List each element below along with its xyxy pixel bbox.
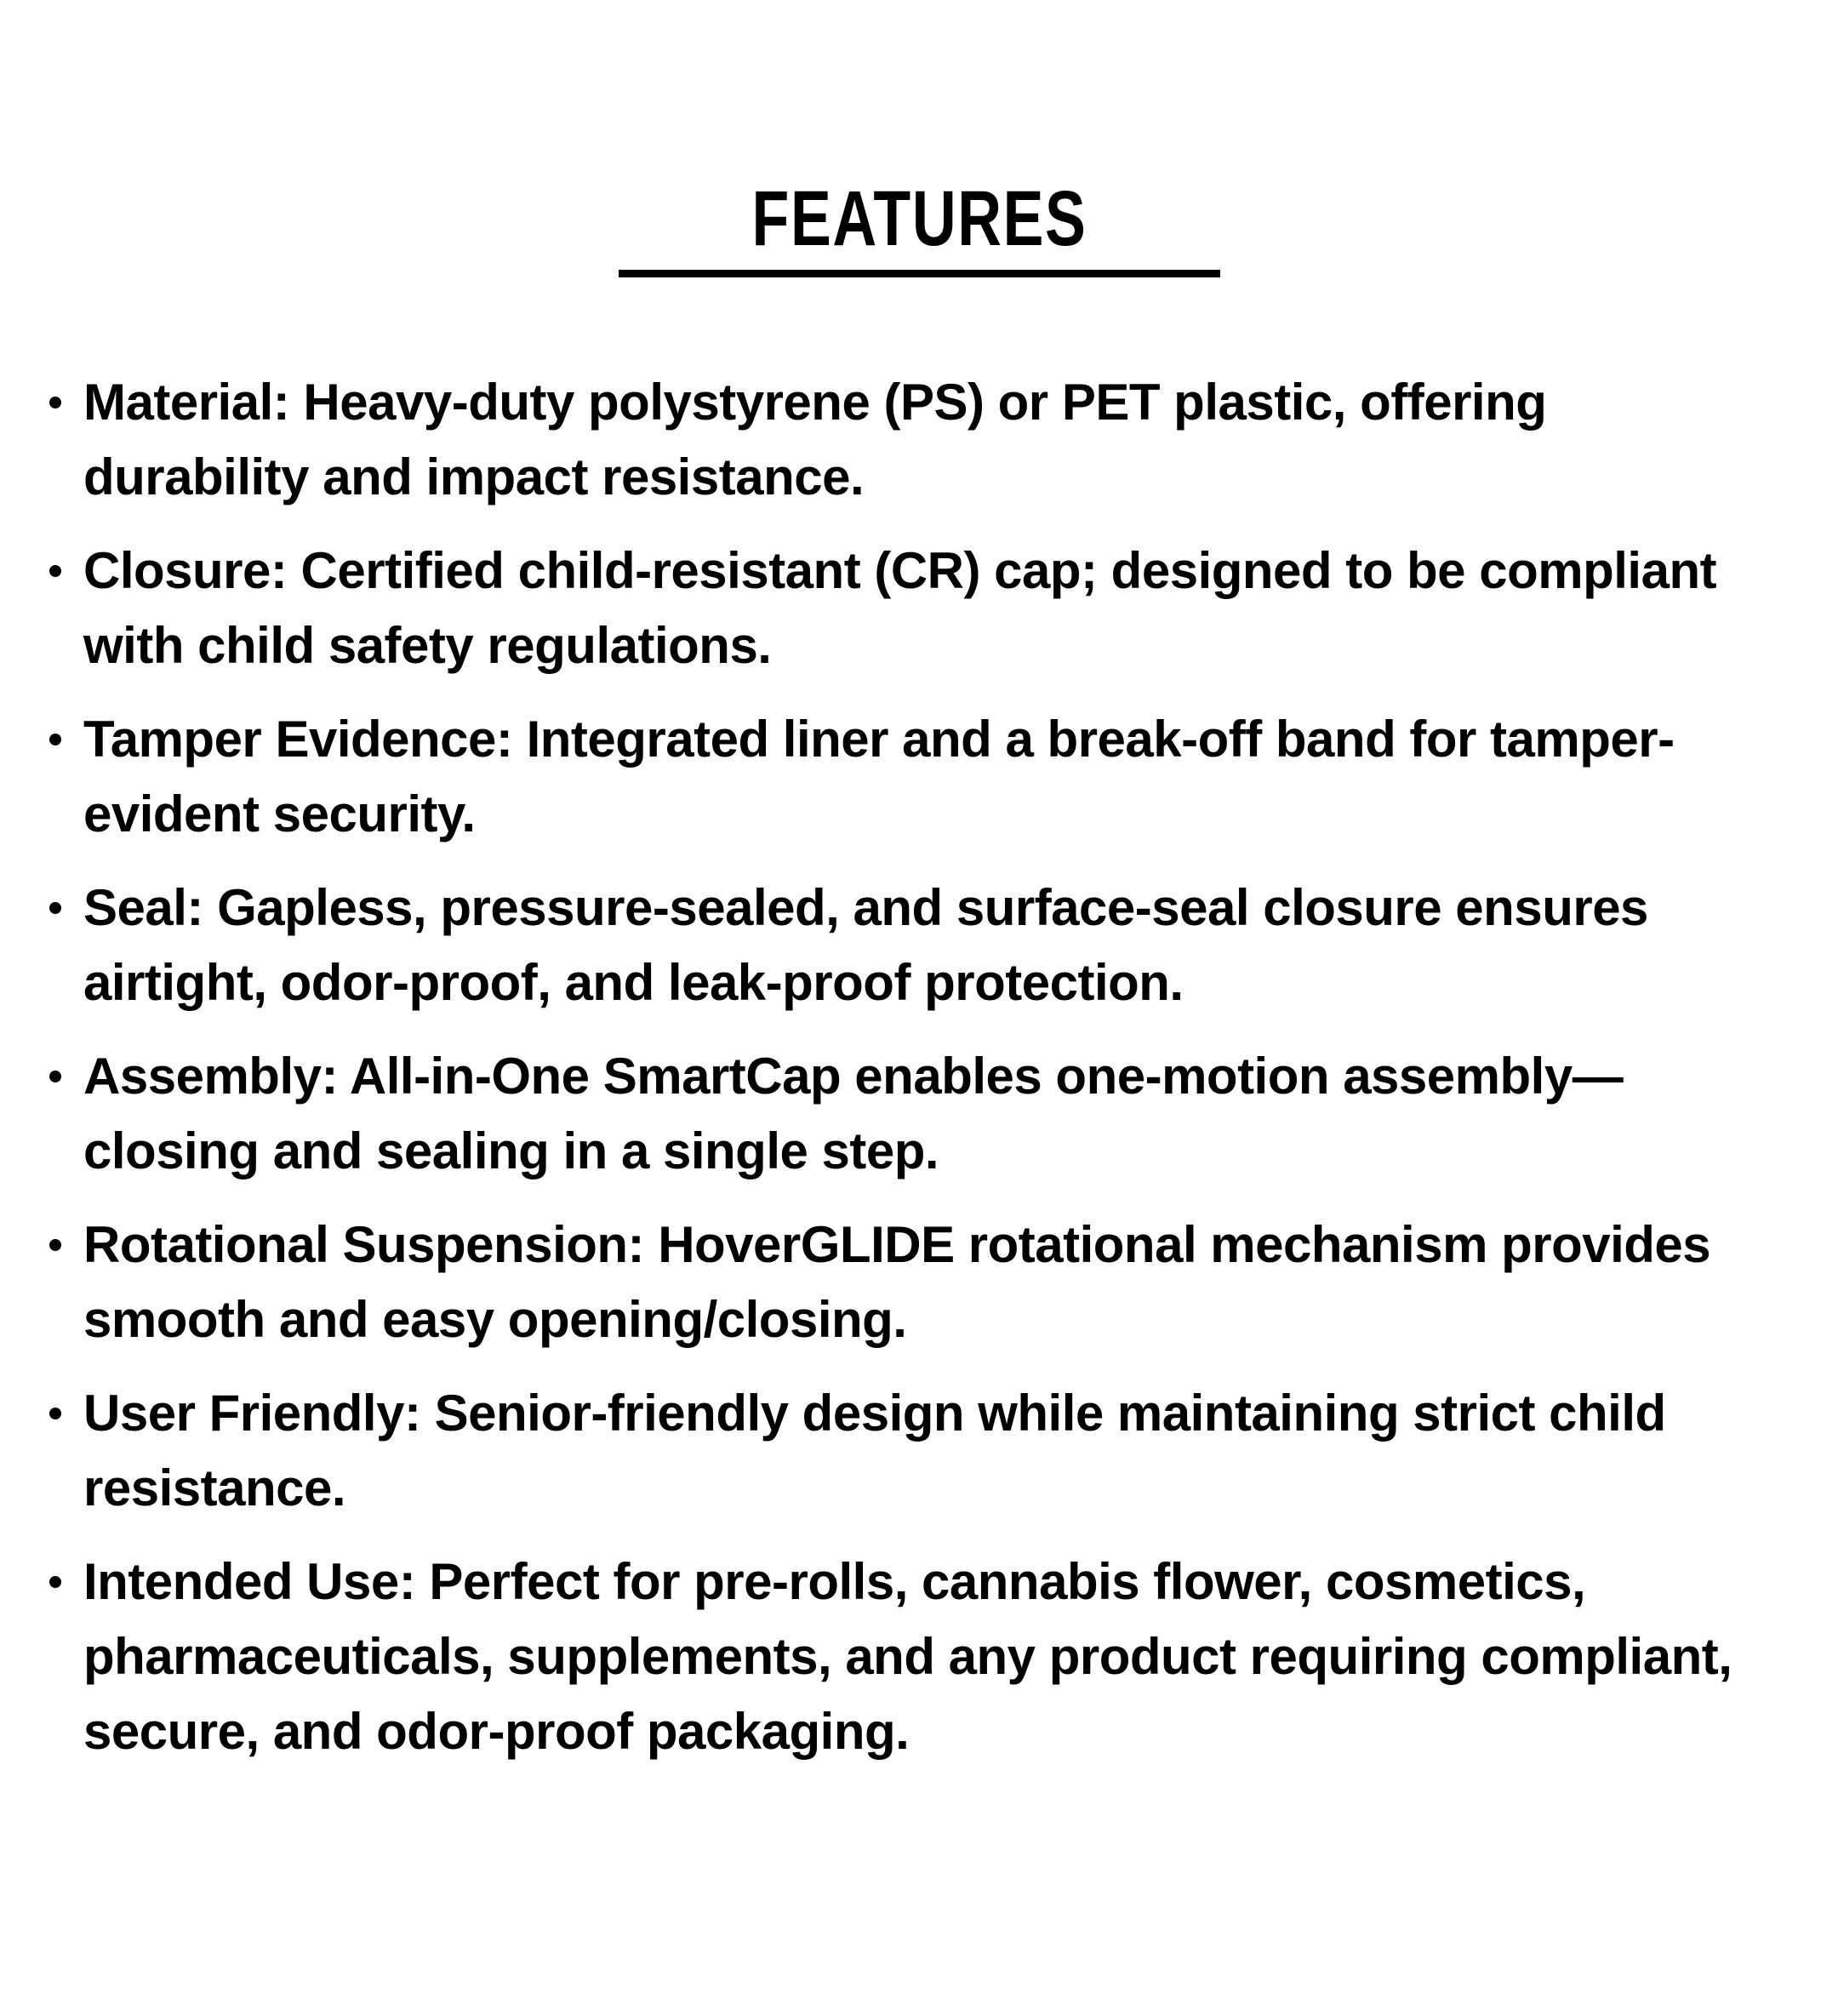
features-list <box>0 365 1838 1769</box>
feature-line: Assembly: All-in-One SmartCap enables one-motion assembly— <box>83 1048 1624 1105</box>
feature-line: Material: Heavy-duty polystyrene (PS) or PET plastic, offering <box>83 374 1547 431</box>
feature-line: Seal: Gapless, pressure-sealed, and surface-seal closure ensures <box>83 879 1648 936</box>
feature-line: Closure: Certified child-resistant (CR) cap; designed to be compliant <box>83 542 1717 599</box>
feature-line: airtight, odor-proof, and leak-proof protection. <box>83 954 1184 1011</box>
page-title: FEATURES <box>751 175 1087 262</box>
feature-item-user-friendly <box>0 1376 1838 1526</box>
feature-line: Rotational Suspension: HoverGLIDE rotational mechanism provides <box>83 1216 1711 1273</box>
feature-line: pharmaceuticals, supplements, and any product requiring compliant, <box>83 1628 1732 1685</box>
feature-line: resistance. <box>83 1459 346 1516</box>
bullet-icon <box>49 1576 61 1588</box>
bullet-icon <box>49 1239 61 1251</box>
feature-line: evident security. <box>83 785 476 842</box>
feature-item-assembly <box>0 1039 1838 1189</box>
bullet-icon <box>49 397 61 408</box>
feature-item-tamper-evidence <box>0 702 1838 852</box>
feature-line: User Friendly: Senior-friendly design while maintaining strict child <box>83 1385 1666 1442</box>
bullet-icon <box>49 902 61 914</box>
feature-line: closing and sealing in a single step. <box>83 1122 939 1179</box>
feature-line: Intended Use: Perfect for pre-rolls, cannabis flower, cosmetics, <box>83 1553 1586 1610</box>
header <box>0 175 1838 277</box>
bullet-icon <box>49 734 61 745</box>
feature-item-material <box>0 365 1838 515</box>
bullet-icon <box>49 1408 61 1419</box>
feature-item-closure <box>0 534 1838 683</box>
feature-line: secure, and odor-proof packaging. <box>83 1703 910 1760</box>
feature-item-seal <box>0 871 1838 1020</box>
feature-item-intended-use <box>0 1545 1838 1769</box>
feature-line: smooth and easy opening/closing. <box>83 1291 907 1348</box>
bullet-icon <box>49 565 61 577</box>
bullet-icon <box>49 1071 61 1082</box>
title-underline <box>619 270 1220 277</box>
feature-line: durability and impact resistance. <box>83 448 865 505</box>
feature-item-rotational-suspension <box>0 1208 1838 1357</box>
feature-line: with child safety regulations. <box>83 617 772 674</box>
feature-line: Tamper Evidence: Integrated liner and a break-off band for tamper- <box>83 711 1675 768</box>
